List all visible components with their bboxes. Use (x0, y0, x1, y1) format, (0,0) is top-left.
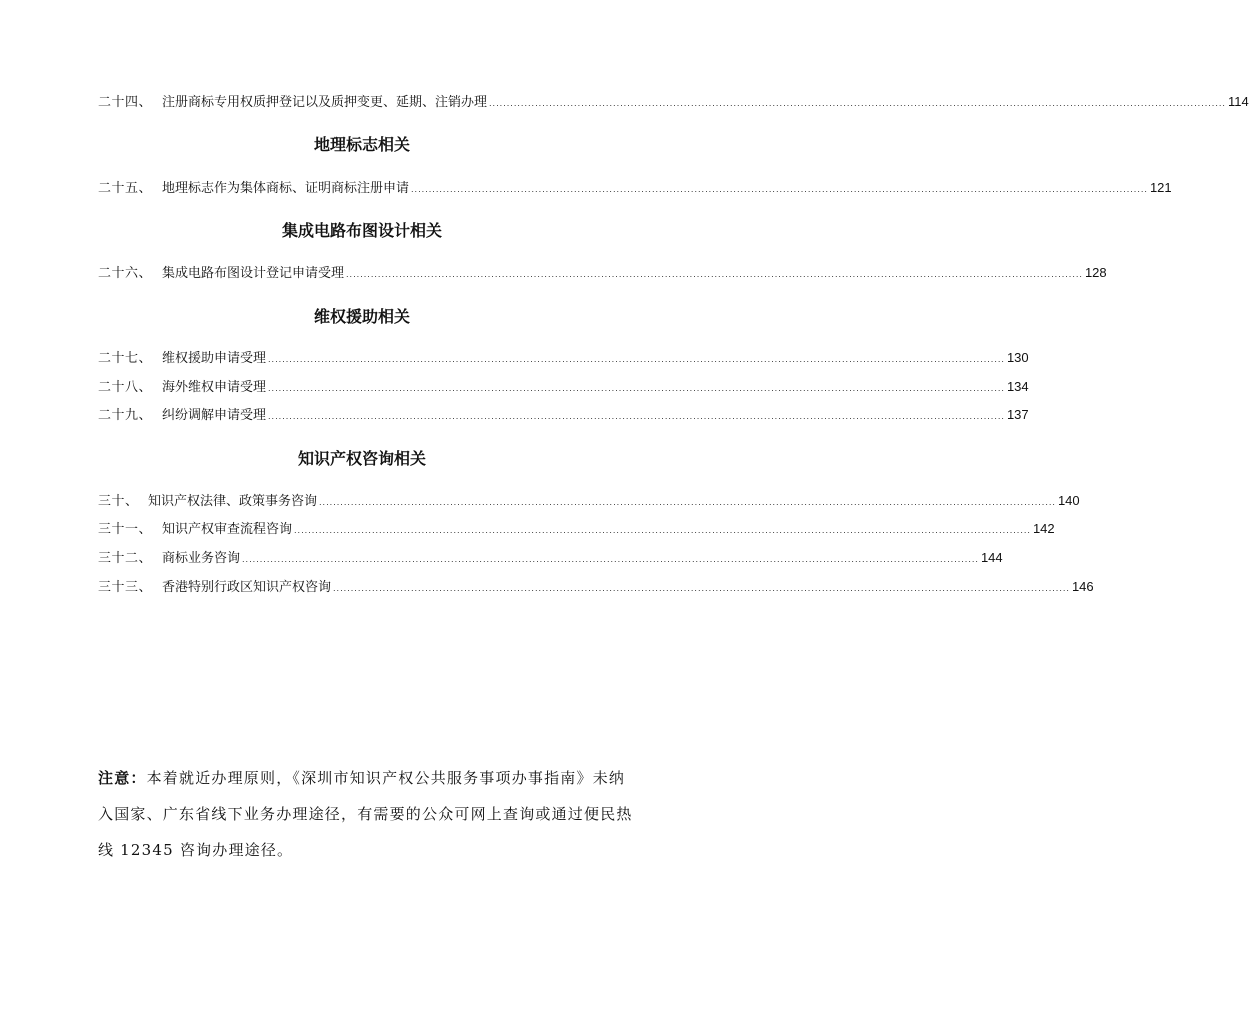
toc-entry-title: 海外维权申请受理 (162, 380, 267, 395)
notice-label: 注意： (98, 769, 147, 787)
toc-entry-page: 121 (1149, 180, 1172, 195)
toc-entry-number: 三十一、 (98, 522, 153, 537)
toc-entry[interactable] (98, 577, 1094, 597)
toc-entry-number: 二十六、 (98, 266, 153, 281)
toc-entry-page: 130 (1006, 350, 1029, 365)
toc-entry-title: 集成电路布图设计登记申请受理 (162, 266, 345, 281)
section-heading: 集成电路布图设计相关 (281, 221, 442, 240)
toc-entry-page: 114 (1227, 94, 1249, 109)
toc-entry-number: 二十五、 (98, 181, 153, 196)
toc-entry-page: 144 (980, 550, 1003, 565)
toc-entry-number: 三十二、 (98, 551, 153, 566)
toc-entry-page: 137 (1006, 407, 1029, 422)
toc-entry[interactable] (98, 348, 1029, 368)
toc-entry[interactable] (98, 263, 1107, 283)
toc-entry-title: 地理标志作为集体商标、证明商标注册申请 (162, 181, 410, 196)
toc-entry-page: 134 (1006, 379, 1029, 394)
toc-entry-title: 纠纷调解申请受理 (162, 408, 267, 423)
section-heading: 维权援助相关 (313, 307, 410, 326)
toc-entry-page: 146 (1071, 579, 1094, 594)
toc-entry[interactable] (98, 405, 1029, 425)
toc-entry-number: 三十、 (98, 494, 139, 509)
toc-entry-page: 142 (1032, 521, 1055, 536)
section-heading: 知识产权咨询相关 (297, 449, 426, 468)
dot-leader: ................................................................................................................................................................................................................ (333, 584, 1070, 593)
toc-entry-number: 二十七、 (98, 351, 153, 366)
toc-entry[interactable] (98, 519, 1055, 539)
notice-text: 本着就近办理原则，《深圳市知识产权公共服务事项办事指南》未纳入国家、广东省线下业务办理途径，有需要的公众可网上查询或通过便民热线 12345 咨询办理途径。 (98, 769, 633, 859)
dot-leader: ................................................................................................................................................................................................................ (489, 99, 1226, 108)
toc-entry-title: 维权援助申请受理 (162, 351, 267, 366)
toc-entry-title: 注册商标专用权质押登记以及质押变更、延期、注销办理 (162, 95, 488, 110)
toc-entry[interactable] (98, 92, 1249, 112)
toc-entry[interactable] (98, 548, 1003, 568)
toc-entry-number: 二十九、 (98, 408, 153, 423)
toc-entry-number: 三十三、 (98, 580, 153, 595)
dot-leader: ................................................................................................................................................................................................................ (346, 270, 1083, 279)
dot-leader: ................................................................................................................................................................................................................ (268, 355, 1005, 364)
toc-entry-title: 知识产权法律、政策事务咨询 (148, 494, 318, 509)
dot-leader: ................................................................................................................................................................................................................ (268, 412, 1005, 421)
toc-entry-number: 二十八、 (98, 380, 153, 395)
section-heading: 地理标志相关 (313, 135, 410, 154)
toc-entry-title: 知识产权审查流程咨询 (162, 522, 293, 537)
toc-entry-title: 商标业务咨询 (162, 551, 241, 566)
toc-entry-number: 二十四、 (98, 95, 153, 110)
toc-entry-page: 140 (1057, 493, 1080, 508)
dot-leader: ................................................................................................................................................................................................................ (268, 384, 1005, 393)
toc-entry[interactable] (98, 377, 1029, 397)
toc-entry-page: 128 (1084, 265, 1107, 280)
toc-entry[interactable] (98, 178, 1172, 198)
dot-leader: ................................................................................................................................................................................................................ (411, 185, 1148, 194)
dot-leader: ................................................................................................................................................................................................................ (242, 555, 979, 564)
toc-entry[interactable] (98, 491, 1080, 511)
notice-paragraph (98, 760, 634, 868)
toc-entry-title: 香港特别行政区知识产权咨询 (162, 580, 332, 595)
dot-leader: ................................................................................................................................................................................................................ (319, 498, 1056, 507)
dot-leader: ................................................................................................................................................................................................................ (294, 526, 1031, 535)
